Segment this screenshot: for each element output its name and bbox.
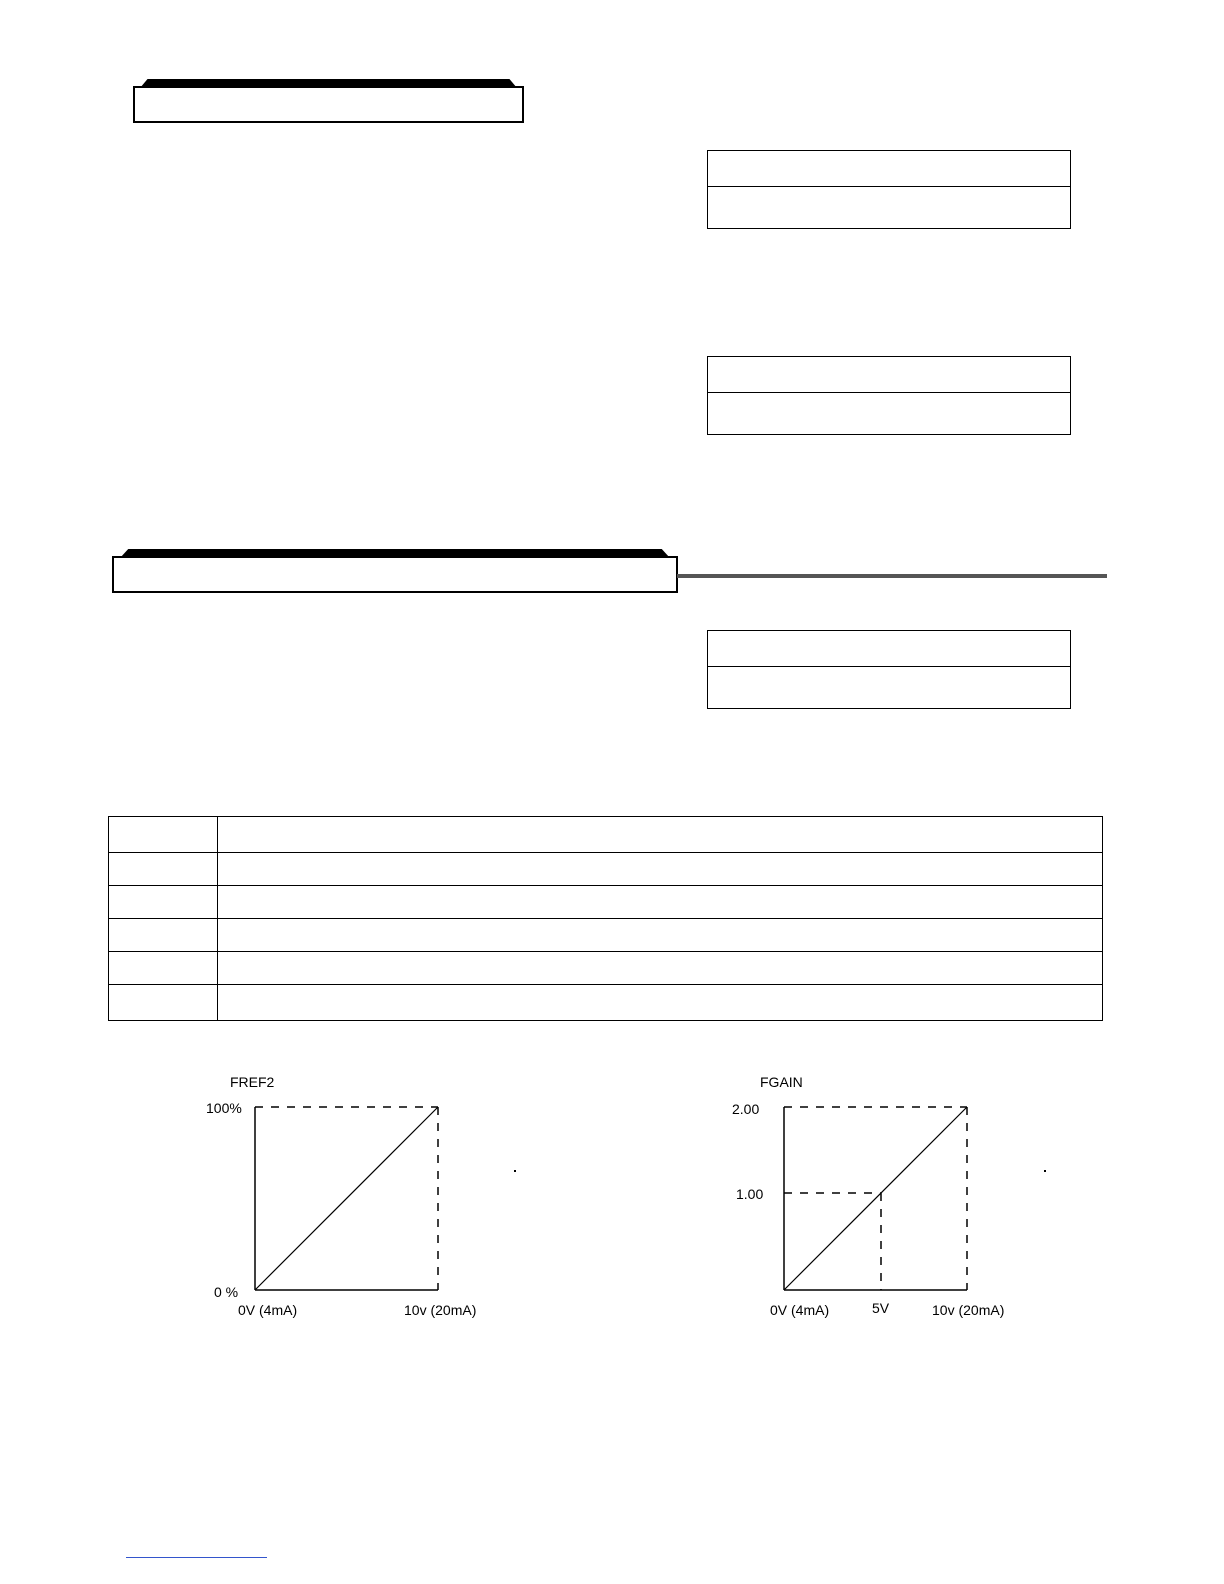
parameter-box-1-header (708, 151, 1070, 187)
parameter-box-1 (707, 150, 1071, 229)
chart-1-marker-dot (514, 1170, 516, 1172)
parameter-box-3-value (708, 667, 1070, 706)
section-divider-line (677, 574, 1107, 578)
section-header-1 (133, 86, 524, 123)
table-row (109, 886, 1103, 919)
fref2-data-line (255, 1107, 438, 1290)
table-cell-description (218, 817, 1103, 853)
table-row (109, 817, 1103, 853)
fref2-x-tick-min: 0V (4mA) (238, 1302, 298, 1318)
footnote-separator (126, 1557, 267, 1558)
table-cell-code (109, 952, 218, 985)
fgain-x-tick-mid: 5V (872, 1300, 890, 1316)
parameter-box-1-value (708, 187, 1070, 226)
table-row (109, 919, 1103, 952)
fref2-y-tick-max: 100% (206, 1100, 242, 1116)
fref2-y-tick-min: 0 % (214, 1284, 239, 1300)
fgain-x-tick-min: 0V (4mA) (770, 1302, 830, 1318)
table-cell-description (218, 919, 1103, 952)
parameter-box-2-header (708, 357, 1070, 393)
fref2-chart-title: FREF2 (230, 1074, 275, 1090)
table-cell-description (218, 985, 1103, 1021)
table-row (109, 952, 1103, 985)
section-header-2 (112, 556, 678, 593)
fgain-x-tick-max: 10v (20mA) (932, 1302, 1005, 1318)
table-cell-code (109, 817, 218, 853)
parameter-box-3 (707, 630, 1071, 709)
fgain-y-tick-max: 2.00 (732, 1101, 760, 1117)
fref2-chart (200, 1060, 520, 1330)
table-cell-description (218, 886, 1103, 919)
chart-2-marker-dot (1044, 1170, 1046, 1172)
table-cell-code (109, 886, 218, 919)
parameter-box-3-header (708, 631, 1070, 667)
table-cell-code (109, 985, 218, 1021)
fgain-chart (730, 1060, 1050, 1330)
table-cell-code (109, 919, 218, 952)
fgain-y-tick-mid: 1.00 (736, 1186, 764, 1202)
table-cell-code (109, 853, 218, 886)
parameter-box-2 (707, 356, 1071, 435)
fref2-x-tick-max: 10v (20mA) (404, 1302, 477, 1318)
table-row (109, 985, 1103, 1021)
table-cell-description (218, 853, 1103, 886)
table-row (109, 853, 1103, 886)
table-cell-description (218, 952, 1103, 985)
parameter-box-2-value (708, 393, 1070, 432)
fgain-chart-title: FGAIN (760, 1074, 803, 1090)
options-table (108, 816, 1103, 1021)
fgain-data-line (784, 1107, 967, 1290)
